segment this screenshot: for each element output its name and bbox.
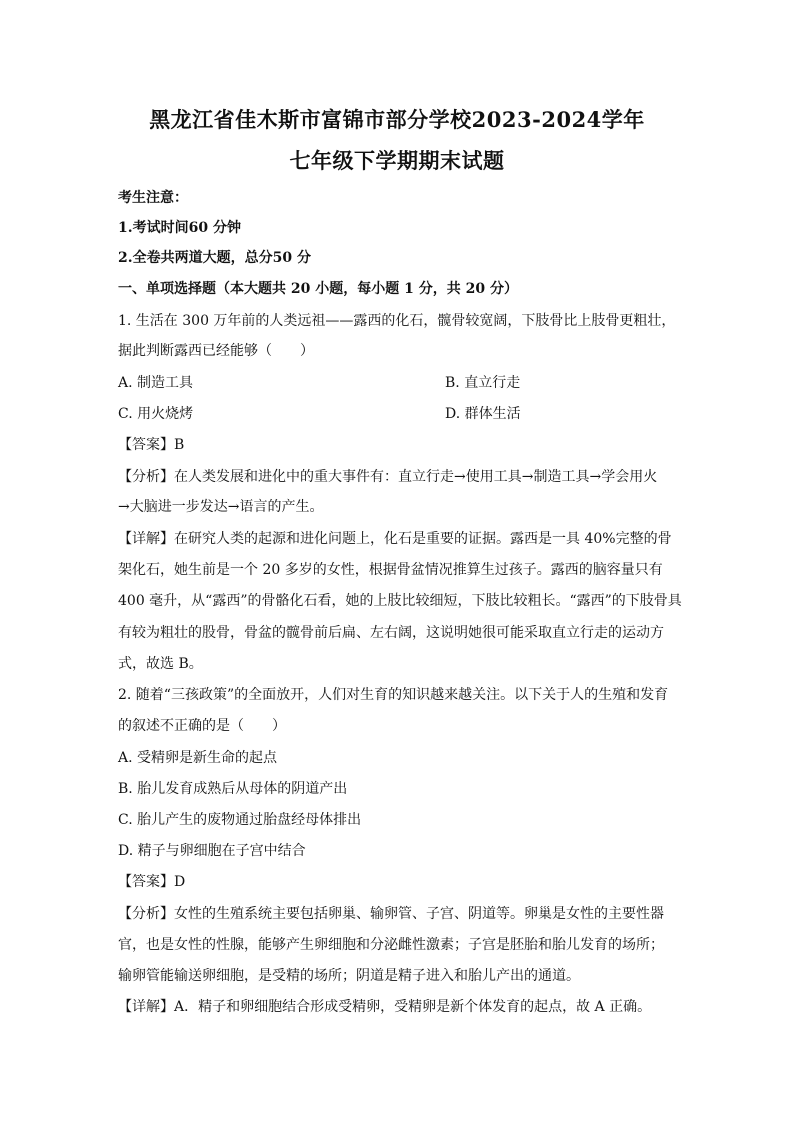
exam-title-line2: 七年级下学期期末试题 [289, 148, 505, 173]
q2-option-d: D. 精子与卵细胞在子宫中结合 [118, 843, 306, 859]
q1-detail-line: 式，故选 B。 [118, 656, 203, 672]
notice-item-score: 2.全卷共两道大题，总分50 分 [118, 250, 311, 266]
q2-answer: 【答案】D [118, 874, 186, 890]
q1-detail-line: 400 毫升，从“露西”的骨骼化石看，她的上肢比较细短，下肢比较粗长。“露西”的下肢骨具 [118, 593, 682, 609]
q1-option-b: B. 直立行走 [445, 375, 521, 391]
q1-detail-line: 架化石，她生前是一个 20 多岁的女性，根据骨盆情况推算生过孩子。露西的脑容量只有 [118, 562, 663, 578]
q2-option-c: C. 胎儿产生的废物通过胎盘经母体排出 [118, 812, 362, 828]
q1-option-d: D. 群体生活 [445, 406, 521, 422]
q1-stem-line: 1. 生活在 300 万年前的人类远祖——露西的化石，髋骨较宽阔，下肢骨比上肢骨更粗壮， [118, 313, 676, 329]
q1-stem-line: 据此判断露西已经能够（ ） [118, 343, 314, 359]
q2-analysis-line: 输卵管能输送卵细胞，是受精的场所；阴道是精子进入和胎儿产出的通道。 [118, 968, 580, 984]
q2-option-a: A. 受精卵是新生命的起点 [118, 750, 278, 766]
q1-option-a: A. 制造工具 [118, 375, 194, 391]
notice-heading: 考生注意： [118, 190, 188, 206]
q1-answer: 【答案】B [118, 437, 185, 453]
q1-detail-line: 【详解】在研究人类的起源和进化问题上，化石是重要的证据。露西是一具 40%完整的骨 [118, 531, 672, 547]
q2-analysis-line: 官，也是女性的性腺，能够产生卵细胞和分泌雌性激素；子宫是胚胎和胎儿发育的场所； [118, 937, 664, 953]
q1-detail-line: 有较为粗壮的股骨，骨盆的髋骨前后扁、左右阔，这说明她很可能采取直立行走的运动方 [118, 625, 664, 641]
q1-analysis-line: 【分析】在人类发展和进化中的重大事件有：直立行走→使用工具→制造工具→学会用火 [118, 469, 658, 485]
q2-detail-line: 【详解】A．精子和卵细胞结合形成受精卵，受精卵是新个体发育的起点，故 A 正确。 [118, 999, 652, 1015]
q2-option-b: B. 胎儿发育成熟后从母体的阴道产出 [118, 781, 348, 797]
q2-stem-line: 2. 随着“三孩政策”的全面放开，人们对生育的知识越来越关注。以下关于人的生殖和发育 [118, 687, 669, 703]
q1-option-c: C. 用火烧烤 [118, 406, 194, 422]
notice-item-time: 1.考试时间60 分钟 [118, 220, 241, 236]
q2-stem-line: 的叙述不正确的是（ ） [118, 718, 286, 734]
section1-heading: 一、单项选择题（本大题共 20 小题，每小题 1 分，共 20 分） [118, 281, 518, 297]
q2-analysis-line: 【分析】女性的生殖系统主要包括卵巢、输卵管、子宫、阴道等。卵巢是女性的主要性器 [118, 906, 664, 922]
q1-analysis-line: →大脑进一步发达→语言的产生。 [118, 499, 324, 515]
exam-title-line1: 黑龙江省佳木斯市富锦市部分学校2023-2024学年 [149, 107, 645, 132]
